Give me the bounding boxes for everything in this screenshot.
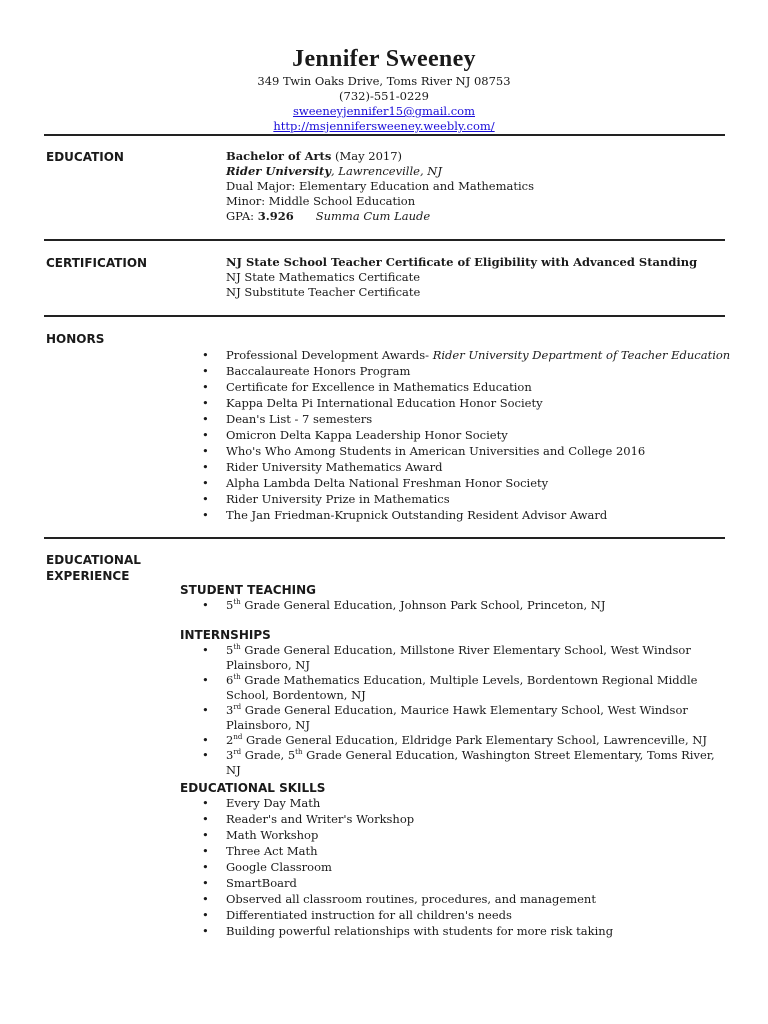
section-label-honors: HONORS	[46, 332, 105, 346]
gpa-value: 3.926	[257, 209, 294, 223]
certification-item: NJ State Mathematics Certificate	[226, 270, 421, 284]
candidate-name: Jennifer Sweeney	[292, 46, 476, 72]
minor: Minor: Middle School Education	[226, 194, 416, 208]
list-item: • The Jan Friedman-Krupnick Outstanding Resident Advisor Award	[226, 507, 730, 523]
list-item: • 3rd Grade General Education, Maurice Hawk Elementary School, West Windsor Plainsboro, NJ	[226, 703, 726, 733]
list-item: • Every Day Math	[226, 795, 613, 811]
subheading-internships: INTERNSHIPS	[180, 628, 271, 642]
email-link[interactable]: sweeneyjennifer15@gmail.com	[292, 104, 476, 118]
list-item: • Certificate for Excellence in Mathematics Education	[226, 379, 730, 395]
list-item: • Dean's List - 7 semesters	[226, 411, 730, 427]
list-item: • 5th Grade General Education, Johnson Park School, Princeton, NJ	[226, 598, 726, 613]
list-item: • Building powerful relationships with students for more risk taking	[226, 923, 613, 939]
certification-block	[226, 255, 697, 300]
internships-list	[226, 643, 726, 778]
divider	[44, 537, 725, 539]
section-label-experience: EDUCATIONAL EXPERIENCE	[46, 553, 141, 583]
list-item: • Baccalaureate Honors Program	[226, 363, 730, 379]
section-label-certification: CERTIFICATION	[46, 256, 148, 270]
resume-header	[0, 44, 768, 134]
section-label-education: EDUCATION	[46, 150, 124, 164]
list-item: • Math Workshop	[226, 827, 613, 843]
list-item: • Omicron Delta Kappa Leadership Honor Society	[226, 427, 730, 443]
latin-honor: Summa Cum Laude	[315, 209, 431, 223]
divider	[44, 315, 725, 317]
subheading-educational-skills: EDUCATIONAL SKILLS	[180, 781, 326, 795]
list-item: • Who's Who Among Students in American Universities and College 2016	[226, 443, 730, 459]
list-item: • 5th Grade General Education, Millstone River Elementary School, West Windsor Plainsboro, NJ	[226, 643, 726, 673]
certification-item: NJ Substitute Teacher Certificate	[226, 285, 421, 299]
school-location: , Lawrenceville, NJ	[331, 164, 442, 178]
degree-date: (May 2017)	[335, 149, 403, 163]
list-item: • Rider University Mathematics Award	[226, 459, 730, 475]
list-item: • Kappa Delta Pi International Education Honor Society	[226, 395, 730, 411]
list-item: • SmartBoard	[226, 875, 613, 891]
degree: Bachelor of Arts	[226, 149, 332, 163]
phone: (732)-551-0229	[339, 89, 429, 103]
honors-list	[226, 347, 730, 523]
list-item: • Google Classroom	[226, 859, 613, 875]
gpa-label: GPA:	[226, 209, 258, 223]
major: Dual Major: Elementary Education and Mathematics	[226, 179, 534, 193]
list-item: • 6th Grade Mathematics Education, Multiple Levels, Bordentown Regional Middle School, Bordentown, NJ	[226, 673, 726, 703]
address: 349 Twin Oaks Drive, Toms River NJ 08753	[257, 74, 511, 88]
list-item: • Differentiated instruction for all children's needs	[226, 907, 613, 923]
list-item: • 3rd Grade, 5th Grade General Education, Washington Street Elementary, Toms River, NJ	[226, 748, 726, 778]
list-item: • Reader's and Writer's Workshop	[226, 811, 613, 827]
list-item: • Alpha Lambda Delta National Freshman Honor Society	[226, 475, 730, 491]
divider	[44, 239, 725, 241]
list-item: • Observed all classroom routines, procedures, and management	[226, 891, 613, 907]
skills-list	[226, 795, 613, 939]
list-item: • 2nd Grade General Education, Eldridge Park Elementary School, Lawrenceville, NJ	[226, 733, 726, 748]
list-item: • Three Act Math	[226, 843, 613, 859]
divider	[44, 134, 725, 136]
certification-main: NJ State School Teacher Certificate of Eligibility with Advanced Standing	[226, 255, 698, 269]
education-block	[226, 149, 534, 224]
website-link[interactable]: http://msjennifersweeney.weebly.com/	[273, 119, 495, 133]
subheading-student-teaching: STUDENT TEACHING	[180, 583, 317, 597]
list-item: • Professional Development Awards- Rider University Department of Teacher Education	[226, 347, 730, 363]
student-teaching-list	[226, 598, 726, 613]
list-item: • Rider University Prize in Mathematics	[226, 491, 730, 507]
school-name: Rider University	[226, 164, 331, 178]
